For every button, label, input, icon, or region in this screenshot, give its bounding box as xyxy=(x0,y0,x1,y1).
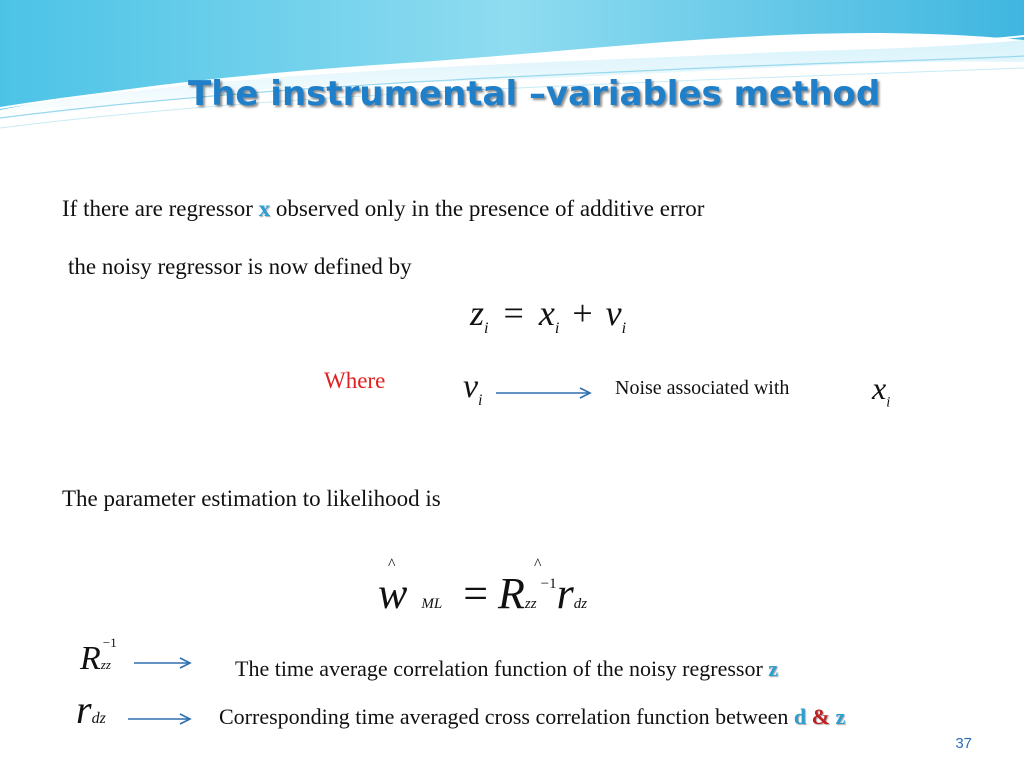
where-symbol-x xyxy=(872,370,890,411)
def2-d-symbol: d xyxy=(793,704,807,729)
def2-description xyxy=(219,704,845,730)
def2-text: Corresponding time averaged cross correlation function between xyxy=(219,704,794,729)
def1-symbol xyxy=(80,635,125,678)
eq2-dz-sub: dz xyxy=(573,596,588,612)
eq2-zz-sub: zz xyxy=(524,596,537,612)
equation-ml-estimate xyxy=(378,556,678,628)
eq2-r: r xyxy=(556,569,574,618)
eq2-ml-sub: ML xyxy=(421,596,443,612)
eq1-x: x xyxy=(538,293,555,333)
def2-z-symbol: z xyxy=(835,704,846,729)
eq1-equals: = xyxy=(503,293,524,333)
eq2-w: w xyxy=(378,569,408,618)
def2-symbol xyxy=(76,686,106,733)
eq1-sub-i2: i xyxy=(554,319,560,338)
where-x-sub: i xyxy=(886,394,891,411)
R-hat-mark: ^ xyxy=(534,556,542,573)
w-hat-mark: ^ xyxy=(388,556,396,573)
where-x: x xyxy=(872,370,887,406)
def1-arrow-icon xyxy=(134,656,194,670)
slide-title: The instrumental –variables method xyxy=(188,74,881,114)
intro-line-1 xyxy=(62,196,704,222)
eq1-z: z xyxy=(470,293,485,333)
where-v-sub: i xyxy=(478,391,483,409)
eq2-R: R xyxy=(498,569,525,618)
def1-zz: zz xyxy=(100,657,111,672)
def2-dz: dz xyxy=(91,710,106,727)
def1-description xyxy=(235,656,778,682)
eq2-equals: = xyxy=(463,569,489,618)
eq1-v: v xyxy=(605,293,622,333)
eq1-plus: + xyxy=(572,293,593,333)
def2-r: r xyxy=(76,687,92,732)
eq1-sub-i3: i xyxy=(621,319,627,338)
intro-line-2: the noisy regressor is now defined by xyxy=(68,254,412,279)
def1-text: The time average correlation function of the noisy regressor xyxy=(235,656,769,681)
def2-arrow-icon xyxy=(128,712,194,726)
where-description: Noise associated with xyxy=(615,377,790,399)
eq2-inverse-sup: −1 xyxy=(540,576,557,592)
def1-inverse: −1 xyxy=(102,635,117,650)
def1-z-symbol: z xyxy=(768,656,779,681)
eq1-sub-i: i xyxy=(484,319,489,338)
where-symbol-v xyxy=(463,368,482,410)
regressor-x-symbol: x xyxy=(258,196,271,221)
where-arrow-icon xyxy=(496,386,596,400)
intro-text-before: If there are regressor xyxy=(62,196,259,221)
where-label: Where xyxy=(324,368,386,393)
def2-ampersand: & xyxy=(811,704,830,729)
equation-noisy-regressor xyxy=(470,292,626,338)
def1-R: R xyxy=(80,640,101,677)
intro-text-after: observed only in the presence of additive error xyxy=(270,196,705,221)
likelihood-line: The parameter estimation to likelihood is xyxy=(62,486,441,511)
slide-number: 37 xyxy=(955,735,972,752)
where-v: v xyxy=(463,368,479,405)
